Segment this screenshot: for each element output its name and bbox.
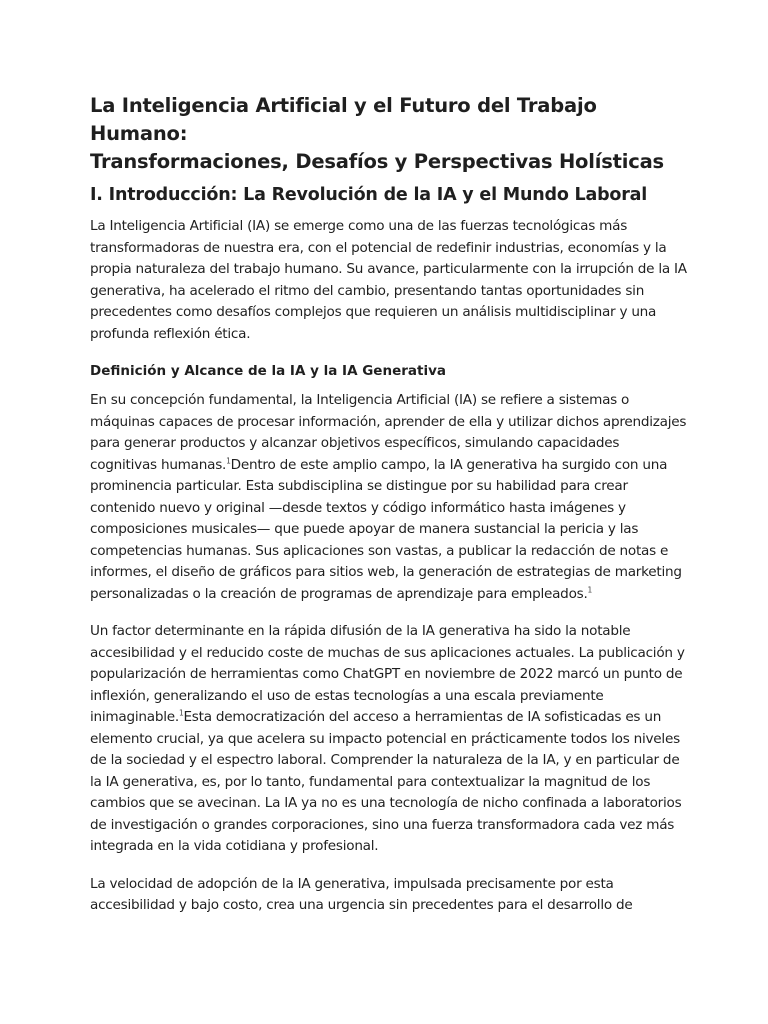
adoption-paragraph: La velocidad de adopción de la IA generativa, impulsada precisamente por esta accesibilidad y bajo costo, crea una urgencia sin precedentes para el desarrollo de — [90, 875, 633, 913]
footnote-reference[interactable]: 1 — [587, 584, 593, 594]
definition-paragraph — [90, 390, 690, 605]
accessibility-text-part-1: Un factor determinante en la rápida difusión de la IA generativa ha sido la notable accesibilidad y el reducido coste de muchas de sus aplicaciones actuales. La publicación y popularización de herramientas como ChatGPT en noviembre de 2022 marcó un punto de inflexión, generalizando el uso de estas tecnologías a una escala previamente inimaginable. — [90, 623, 685, 725]
definition-text-part-1: En su concepción fundamental, la Inteligencia Artificial (IA) se refiere a sistemas o máquinas capaces de procesar información, aprender de ella y utilizar dichos aprendizajes para generar productos y alcanzar objetivos específicos, simulando capacidades cognitivas humanas. — [90, 392, 687, 473]
document-title-line-2: Transformaciones, Desafíos y Perspectivas Holísticas — [90, 150, 664, 173]
document-title-line-1: La Inteligencia Artificial y el Futuro del Trabajo Humano: — [90, 94, 597, 145]
subsection-heading: Definición y Alcance de la IA y la IA Generativa — [90, 363, 446, 379]
document-title — [90, 92, 690, 176]
intro-paragraph: La Inteligencia Artificial (IA) se emerge como una de las fuerzas tecnológicas más transformadoras de nuestra era, con el potencial de redefinir industrias, economías y la propia naturaleza del trabajo humano. Su avance, particularmente con la irrupción de la IA generativa, ha acelerado el ritmo del cambio, presentando tantas oportunidades sin precedentes como desafíos complejos que requieren un análisis multidisciplinar y una profunda reflexión ética. — [90, 218, 687, 342]
footnote-reference[interactable]: 1 — [178, 708, 184, 718]
section-heading: I. Introducción: La Revolución de la IA y el Mundo Laboral — [90, 185, 648, 205]
accessibility-paragraph — [90, 621, 690, 858]
footnote-reference[interactable]: 1 — [226, 455, 231, 465]
document-page — [90, 92, 690, 933]
definition-text-part-2: Dentro de este amplio campo, la IA generativa ha surgido con una prominencia particular. Esta subdisciplina se distingue por su habilidad para crear contenido nuevo y original —desde textos y código informático hasta imágenes y composiciones musicales— que puede apoyar de manera sustancial la pericia y las competencias humanas. Sus aplicaciones son vastas, a publicar la redacción de notas e informes, el diseño de gráficos para sitios web, la generación de estrategias de marketing personalizadas o la creación de programas de aprendizaje para empleados. — [90, 456, 682, 602]
accessibility-text-part-2: Esta democratización del acceso a herramientas de IA sofisticadas es un elemento crucial, ya que acelera su impacto potencial en prácticamente todos los niveles de la sociedad y el espectro laboral. Comprender la naturaleza de la IA, y en particular de la IA generativa, es, por lo tanto, fundamental para contextualizar la magnitud de los cambios que se avecinan. La IA ya no es una tecnología de nicho confinada a laboratorios de investigación o grandes corporaciones, sino una fuerza transformadora cada vez más integrada en la vida cotidiana y profesional. — [90, 709, 682, 854]
